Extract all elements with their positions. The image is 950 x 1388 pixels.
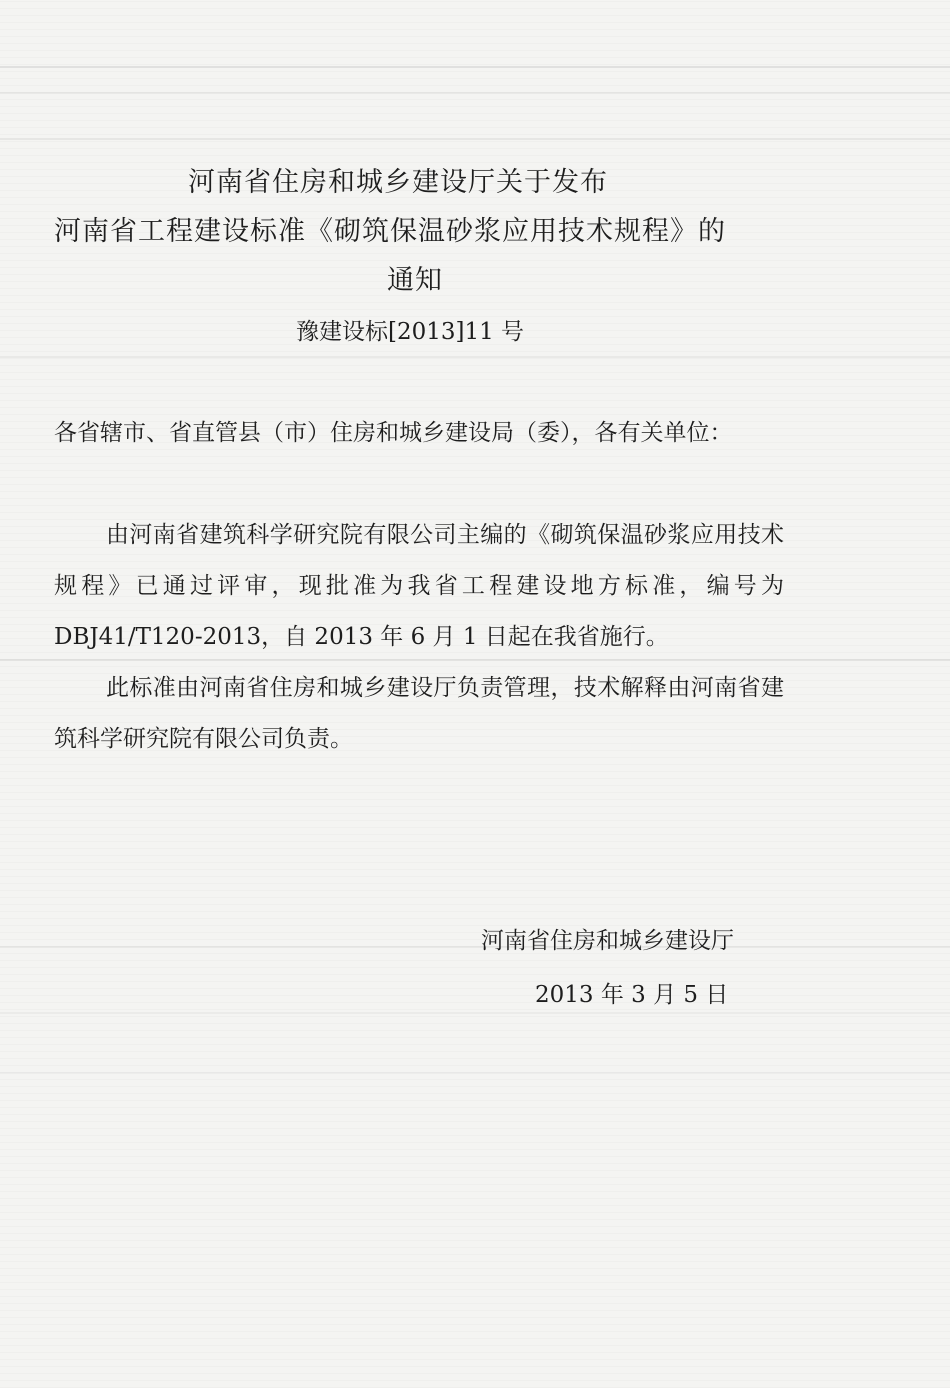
issuer-signature: 河南省住房和城乡建设厅: [481, 928, 734, 954]
issue-date: 2013 年 3 月 5 日: [535, 982, 729, 1008]
scan-line: [0, 138, 950, 140]
title-line-2: 河南省工程建设标准《砌筑保温砂浆应用技术规程》的: [54, 216, 726, 247]
scan-line: [0, 1012, 950, 1014]
title-line-3: 通知: [387, 265, 443, 296]
scan-line: [0, 356, 950, 358]
address-line: 各省辖市、省直管县（市）住房和城乡建设局（委），各有关单位：: [54, 420, 733, 446]
scan-line: [0, 946, 950, 948]
document-number: 豫建设标[2013]11 号: [296, 319, 525, 345]
scan-line: [0, 92, 950, 94]
scan-line: [0, 66, 950, 68]
body-paragraph: 此标准由河南省住房和城乡建设厅负责管理，技术解释由河南省建筑科学研究院有限公司负责。: [54, 675, 784, 752]
body-paragraph: 由河南省建筑科学研究院有限公司主编的《砌筑保温砂浆应用技术规程》已通过评审，现批准为我省工程建设地方标准，编号为 DBJ41/T120-2013，自 2013 年 6 月 1 日起在我省施行。: [54, 522, 784, 650]
title-line-1: 河南省住房和城乡建设厅关于发布: [188, 167, 608, 198]
scan-line: [0, 1072, 950, 1074]
